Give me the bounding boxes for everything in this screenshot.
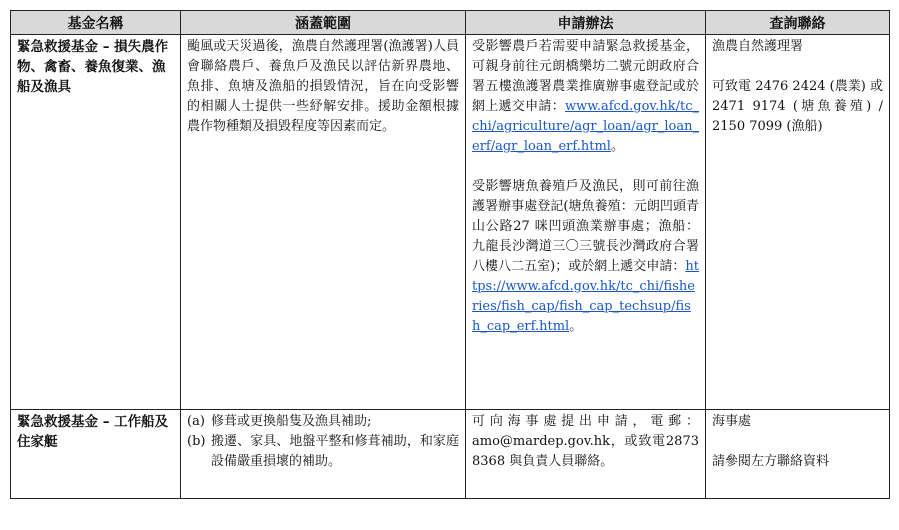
coverage-text: 颱風或天災過後，漁農自然護理署(漁護署)人員會聯絡農戶、養魚戶及漁民以評估新界農地、魚排、魚塘及漁船的損毀情況，旨在向受影響的相關人士提供一些紓解安排。援助金額根據農作物種類及損毀程度等因素而定。 xyxy=(187,39,459,134)
application-text-marine: 可向海事處提出申請，電郵：amo@mardep.gov.hk，或致電2873 8368 與負責人員聯絡。 xyxy=(472,414,699,469)
fund-name: 緊急救援基金 – 損失農作物、禽畜、養魚復業、漁船及漁具 xyxy=(17,39,169,95)
application-link-agriculture[interactable]: www.afcd.gov.hk/tc_chi/agriculture/agr_loan/agr_loan_erf/agr_loan_erf.html xyxy=(472,99,699,154)
fund-name-cell xyxy=(11,410,181,499)
fund-name: 緊急救援基金 – 工作船及住家艇 xyxy=(17,414,169,450)
coverage-item-text: 修葺或更換船隻及漁具補助; xyxy=(211,414,372,429)
fund-table xyxy=(10,10,890,499)
application-text-farmers: 受影響農戶若需要申請緊急救援基金，可親身前往元朗橋樂坊二號元朗政府合署五樓漁護署農業推廣辦事處登記或於網上遞交申請： xyxy=(472,39,699,114)
contact-note: 請參閱左方聯絡資料 xyxy=(712,454,830,469)
coverage-cell xyxy=(181,410,466,499)
coverage-item-a xyxy=(187,412,459,432)
contact-cell xyxy=(706,410,890,499)
application-end-mark: 。 xyxy=(569,319,583,334)
application-text-fisheries: 受影響塘魚養殖戶及漁民，則可前往漁護署辦事處登記(塘魚養殖：元朗凹頭青山公路27 咪凹頭漁業辦事處；漁船：九龍長沙灣道三〇三號長沙灣政府合署八樓八二五室)；或於網上遞交申請： xyxy=(472,179,699,274)
header-contact: 查詢聯絡 xyxy=(706,11,890,35)
spacer xyxy=(712,432,883,452)
header-row xyxy=(11,11,890,35)
application-paragraph-fisheries xyxy=(472,177,699,337)
application-cell xyxy=(466,35,706,410)
application-cell xyxy=(466,410,706,499)
application-link-fisheries[interactable]: https://www.afcd.gov.hk/tc_chi/fisheries/fish_cap/fish_cap_techsup/fish_cap_erf.html xyxy=(472,259,699,334)
table-row xyxy=(11,35,890,410)
coverage-item-b xyxy=(187,432,459,472)
application-paragraph-farmers xyxy=(472,37,699,157)
spacer xyxy=(712,57,883,77)
application-end-mark: 。 xyxy=(610,139,624,154)
contact-org: 海事處 xyxy=(712,414,752,429)
contact-org: 漁農自然護理署 xyxy=(712,39,804,54)
list-marker: (b) xyxy=(187,434,206,449)
contact-phones: 可致電 2476 2424 (農業) 或 2471 9174 (塘魚養殖) / 2150 7099 (漁船) xyxy=(712,79,883,134)
table-row xyxy=(11,410,890,499)
header-application: 申請辦法 xyxy=(466,11,706,35)
header-fund-name: 基金名稱 xyxy=(11,11,181,35)
header-coverage: 涵蓋範圍 xyxy=(181,11,466,35)
contact-cell xyxy=(706,35,890,410)
list-marker: (a) xyxy=(187,414,205,429)
fund-name-cell xyxy=(11,35,181,410)
coverage-item-text: 搬遷、家具、地盤平整和修葺補助，和家庭設備嚴重損壞的補助。 xyxy=(211,434,459,469)
coverage-cell xyxy=(181,35,466,410)
